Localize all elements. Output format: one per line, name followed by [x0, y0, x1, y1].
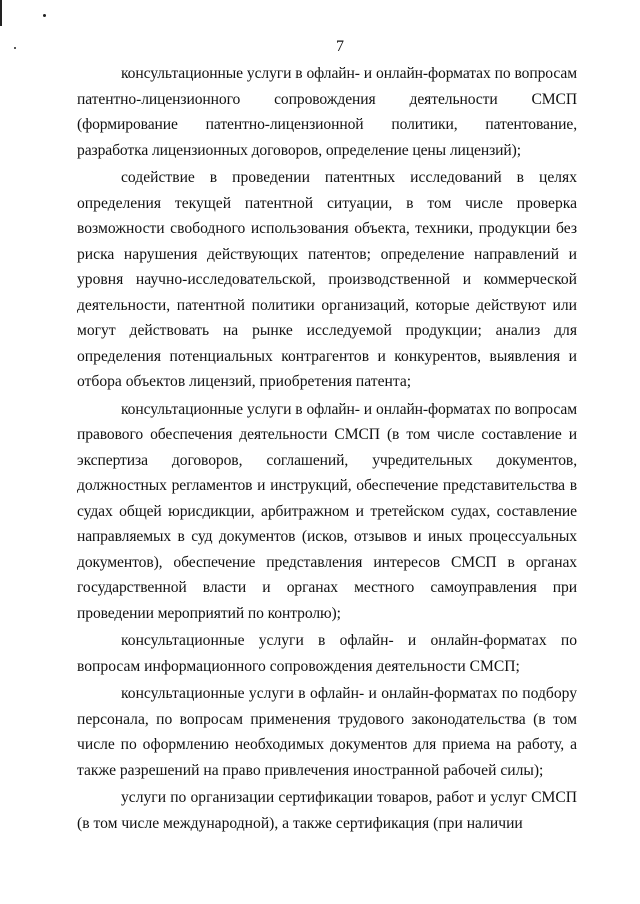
paragraph-personnel-consulting: консультационные услуги в офлайн- и онлайн-форматах по подбору персонала, по вопросам применения трудового законодательства (в том числе по оформлению необходимых документов для приема на работу, а также разрешений на право привлечения иностранной рабочей силы); [77, 685, 577, 779]
page-number: 7 [336, 38, 344, 55]
paragraph-certification: услуги по организации сертификации товаров, работ и услуг СМСП (в том числе международной), а также сертификация (при наличии [77, 789, 577, 832]
paragraph-legal-support: консультационные услуги в офлайн- и онлайн-форматах по вопросам правового обеспечения деятельности СМСП (в том числе составление и экспертиза договоров, соглашений, учредительных документов, должностных регламентов и инструкций, обеспечение представительства в судах общей юрисдикции, арбитражном и третейском судах, составление направляемых в суд документов (исков, отзывов и иных процессуальных документов), обеспечение представления интересов СМСП в органах государственной власти и органах местного самоуправления при проведении мероприятий по контролю); [77, 400, 577, 622]
paragraph-information-support: консультационные услуги в офлайн- и онлайн-форматах по вопросам информационного сопровождения деятельности СМСП; [77, 632, 577, 675]
scan-edge-mark [0, 0, 2, 26]
document-body [77, 61, 577, 836]
scan-dot-mark [43, 14, 46, 17]
paragraph-patent-research: содействие в проведении патентных исследований в целях определения текущей патентной ситуации, в том числе проверка возможности свободного использования объекта, техники, продукции без риска нарушения действующих патентов; определение направлений и уровня научно-исследовательской, производственной и коммерческой деятельности, патентной политики организаций, которые действуют или могут действовать на рынке исследуемой продукции; анализ для определения потенциальных контрагентов и конкурентов, выявления и отбора объектов лицензий, приобретения патента; [77, 169, 577, 390]
paragraph-patent-licensing: консультационные услуги в офлайн- и онлайн-форматах по вопросам патентно-лицензионного сопровождения деятельности СМСП (формирование патентно-лицензионной политики, патентование, разработка лицензионных договоров, определение цены лицензий); [77, 65, 577, 159]
